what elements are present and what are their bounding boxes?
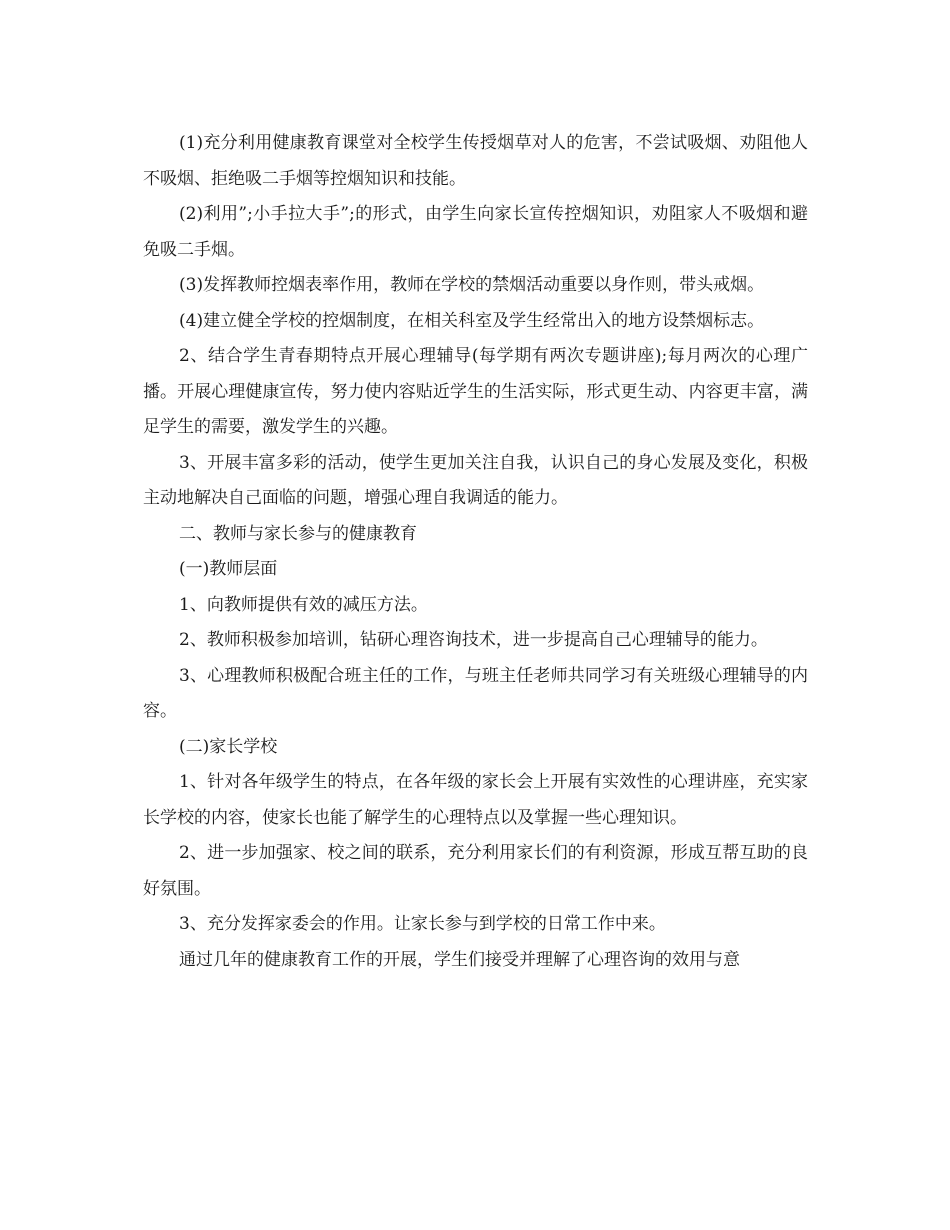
paragraph-teacher-1: 1、向教师提供有效的减压方法。	[179, 594, 428, 615]
subsection-heading-teachers: (一)教师层面	[179, 559, 278, 579]
subsection-heading-parent-school: (二)家长学校	[179, 736, 278, 757]
paragraph-teacher-2: 2、教师积极参加培训，钻研心理咨询技术，进一步提高自己心理辅导的能力。	[179, 630, 768, 650]
paragraph-smoking-4: (4)建立健全学校的控烟制度，在相关科室及学生经常出入的地方设禁烟标志。	[179, 310, 765, 331]
paragraph-item-2: 2、结合学生青春期特点开展心理辅导(每学期有两次专题讲座);每月两次的心理广播。开展心理健康宣传，努力使内容贴近学生的生活实际，形式更生动、内容更丰富，满足学生的需要，激发学生的兴趣。	[143, 346, 808, 437]
paragraph-smoking-1: (1)充分利用健康教育课堂对全校学生传授烟草对人的危害，不尝试吸烟、劝阻他人不吸烟、拒绝吸二手烟等控烟知识和技能。	[143, 133, 808, 189]
paragraph-smoking-3: (3)发挥教师控烟表率作用，教师在学校的禁烟活动重要以身作则，带头戒烟。	[179, 275, 765, 295]
document-body	[143, 126, 808, 978]
paragraph-smoking-2: (2)利用”;小手拉大手”;的形式，由学生向家长宣传控烟知识，劝阻家人不吸烟和避免吸二手烟。	[143, 204, 808, 260]
paragraph-parent-3: 3、充分发挥家委会的作用。让家长参与到学校的日常工作中来。	[179, 914, 666, 934]
paragraph-teacher-3: 3、心理教师积极配合班主任的工作，与班主任老师共同学习有关班级心理辅导的内容。	[143, 665, 808, 721]
paragraph-conclusion: 通过几年的健康教育工作的开展，学生们接受并理解了心理咨询的效用与意	[179, 949, 740, 970]
paragraph-item-3: 3、开展丰富多彩的活动，使学生更加关注自我，认识自己的身心发展及变化，积极主动地解决自己面临的问题，增强心理自我调适的能力。	[143, 452, 808, 508]
paragraph-parent-1: 1、针对各年级学生的特点，在各年级的家长会上开展有实效性的心理讲座，充实家长学校的内容，使家长也能了解学生的心理特点以及掌握一些心理知识。	[143, 772, 808, 828]
section-heading-teachers-parents: 二、教师与家长参与的健康教育	[179, 523, 417, 544]
paragraph-parent-2: 2、进一步加强家、校之间的联系，充分利用家长们的有利资源，形成互帮互助的良好氛围。	[143, 843, 808, 899]
